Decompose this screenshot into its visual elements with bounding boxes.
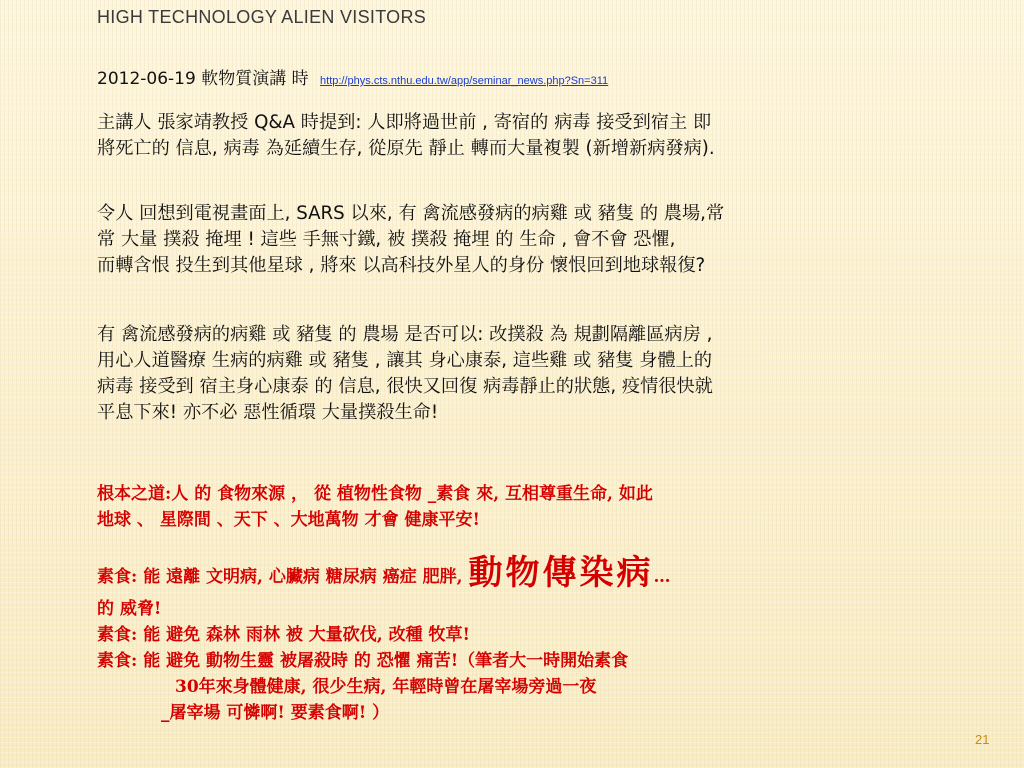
red-vegetarian-1 [97, 553, 977, 596]
paragraph-line: 令人 回想到電視畫面上, SARS 以來, 有 禽流感發病的病雞 或 豬隻 的 農場,常 [97, 203, 725, 224]
paragraph-line: 用心人道醫療 生病的病雞 或 豬隻 , 讓其 身心康泰, 這些雞 或 豬隻 身體上的 [97, 350, 713, 371]
paragraph-line: 而轉含恨 投生到其他星球 , 將來 以高科技外星人的身份 懷恨回到地球報復? [97, 255, 706, 276]
paragraph-1 [97, 110, 957, 162]
red-line [97, 553, 977, 596]
paragraph-line: 有 禽流感發病的病雞 或 豬隻 的 農場 是否可以: 改撲殺 為 規劃隔離區病房 , [97, 324, 713, 345]
paragraph-line: 平息下來! 亦不必 惡性循環 大量撲殺生命! [97, 402, 439, 423]
paragraph-line: 主講人 張家靖教授 Q&A 時提到: 人即將過世前 , 寄宿的 病毒 接受到宿主 即 [97, 112, 712, 133]
red-text: … [653, 567, 671, 587]
date-text: 2012-06-19 軟物質演講 時 [97, 69, 309, 89]
paragraph-line: 病毒 接受到 宿主身心康泰 的 信息, 很快又回復 病毒靜止的狀態, 疫情很快就 [97, 376, 713, 397]
red-line: 地球 、 星際間 、天下 、大地萬物 才會 健康平安! [97, 510, 480, 530]
red-line: 30年來身體健康, 很少生病, 年輕時曾在屠宰場旁過一夜 [175, 677, 597, 697]
paragraph-line: 將死亡的 信息, 病毒 為延續生存, 從原先 靜止 轉而大量複製 (新增新病發病). [97, 138, 715, 159]
slide-title: HIGH TECHNOLOGY ALIEN VISITORS [97, 7, 427, 27]
red-line: 素食: 能 避免 森林 雨林 被 大量砍伐, 改種 牧草! [97, 625, 471, 645]
paragraph-2 [97, 201, 957, 279]
date-line [97, 64, 608, 89]
red-conclusion [97, 481, 977, 533]
highlight-text: 動物傳染病 [468, 553, 654, 593]
red-vegetarian-2 [97, 596, 977, 726]
red-line: 根本之道:人 的 食物來源 ， 從 植物性食物 _素食 來, 互相尊重生命, 如此 [97, 484, 653, 504]
red-text: 素食: 能 遠離 文明病, 心臟病 糖尿病 癌症 肥胖, [97, 567, 463, 587]
paragraph-3 [97, 322, 957, 426]
paragraph-line: 常 大量 撲殺 掩埋 ! 這些 手無寸鐵, 被 撲殺 掩埋 的 生命 , 會不會 恐懼, [97, 229, 676, 250]
red-line: _屠宰場 可憐啊! 要素食啊! ） [161, 703, 390, 723]
red-line: 素食: 能 避免 動物生靈 被屠殺時 的 恐懼 痛苦!（筆者大一時開始素食 [97, 651, 629, 671]
seminar-link[interactable]: http://phys.cts.nthu.edu.tw/app/seminar_news.php?Sn=311 [320, 75, 609, 87]
red-line: 的 威脅! [97, 599, 162, 619]
page-number: 21 [975, 732, 990, 747]
